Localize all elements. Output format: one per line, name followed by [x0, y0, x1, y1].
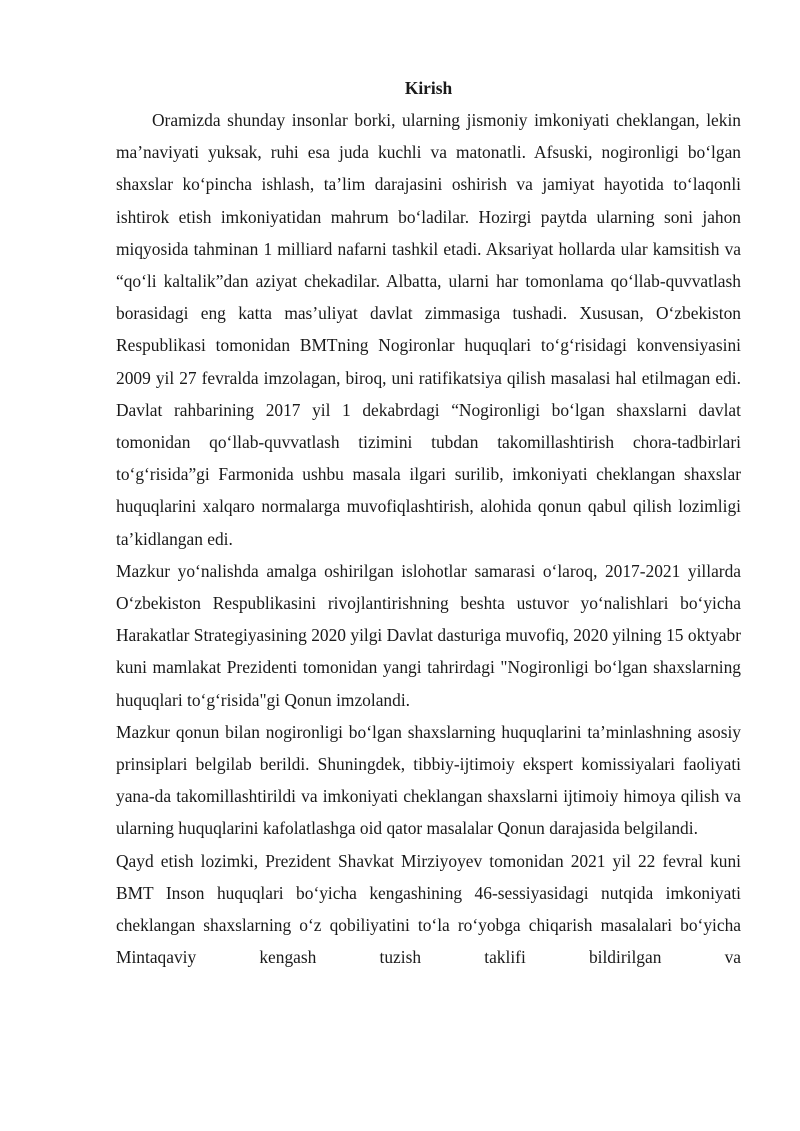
document-page — [116, 72, 741, 973]
paragraph-law: Mazkur qonun bilan nogironligi bo‘lgan shaxslarning huquqlarini ta’minlashning asosiy prinsiplari belgilab berildi. Shuningdek, tibbiy-ijtimoiy ekspert komissiyalari faoliyati yana-da takomillashtirildi va imkoniyati cheklangan shaxslarni ijtimoiy himoya qilish va ularning huquqlarini kafolatlashga oid qator masalalar Qonun darajasida belgilandi. — [116, 721, 741, 839]
paragraph-intro: Oramizda shunday insonlar borki, ularning jismoniy imkoniyati cheklangan, lekin ma’naviyati yuksak, ruhi esa juda kuchli va matonatli. Afsuski, nogironligi bo‘lgan shaxslar ko‘pincha ishlash, ta’lim darajasini oshirish va jamiyat hayotida to‘laqonli ishtirok etish imkoniyatidan mahrum bo‘ladilar. Hozirgi paytda ularning soni jahon miqyosida tahminan 1 milliard nafarni tashkil etadi. Aksariyat hollarda ular kamsitish va “qo‘li kaltalik”dan aziyat chekadilar. Albatta, ularni har tomonlama qo‘llab-quvvatlash borasidagi eng katta mas’uliyat davlat zimmasiga tushadi. Xususan, O‘zbekiston Respublikasi tomonidan BMTning Nogironlar huquqlari to‘g‘risidagi konvensiyasini 2009 yil 27 fevralda imzolagan, biroq, uni ratifikatsiya qilish masalasi hal etilmagan edi. Davlat rahbarining 2017 yil 1 dekabrdagi “Nogironligi bo‘lgan shaxslarni davlat tomonidan qo‘llab-quvvatlash tizimini tubdan takomillashtirish chora-tadbirlari to‘g‘risida”gi Farmonida ushbu masala ilgari surilib, imkoniyati cheklangan shaxslar huquqlarini xalqaro normalarga muvofiqlashtirish, alohida qonun qabul qilish lozimligi ta’kidlangan edi. — [116, 110, 741, 549]
document-title: Kirish — [404, 78, 453, 98]
paragraph-reforms: Mazkur yo‘nalishda amalga oshirilgan islohotlar samarasi o‘laroq, 2017-2021 yillarda O‘zbekiston Respublikasini rivojlantirishning beshta ustuvor yo‘nalishlari bo‘yicha Harakatlar Strategiyasining 2020 yilgi Davlat dasturiga muvofiq, 2020 yilning 15 oktyabr kuni mamlakat Prezidenti tomonidan yangi tahrirdagi "Nogironligi bo‘lgan shaxslarning huquqlari to‘g‘risida"gi Qonun imzolandi. — [116, 560, 741, 710]
paragraph-president-speech: Qayd etish lozimki, Prezident Shavkat Mirziyoyev tomonidan 2021 yil 22 fevral kuni BMT Inson huquqlari bo‘yicha kengashining 46-sessiyasidagi nutqida imkoniyati cheklangan shaxslarning o‘z qobiliyatini to‘la ro‘yobga chiqarish masalalari bo‘yicha Mintaqaviy kengash tuzish taklifi bildirilgan va — [116, 850, 741, 968]
